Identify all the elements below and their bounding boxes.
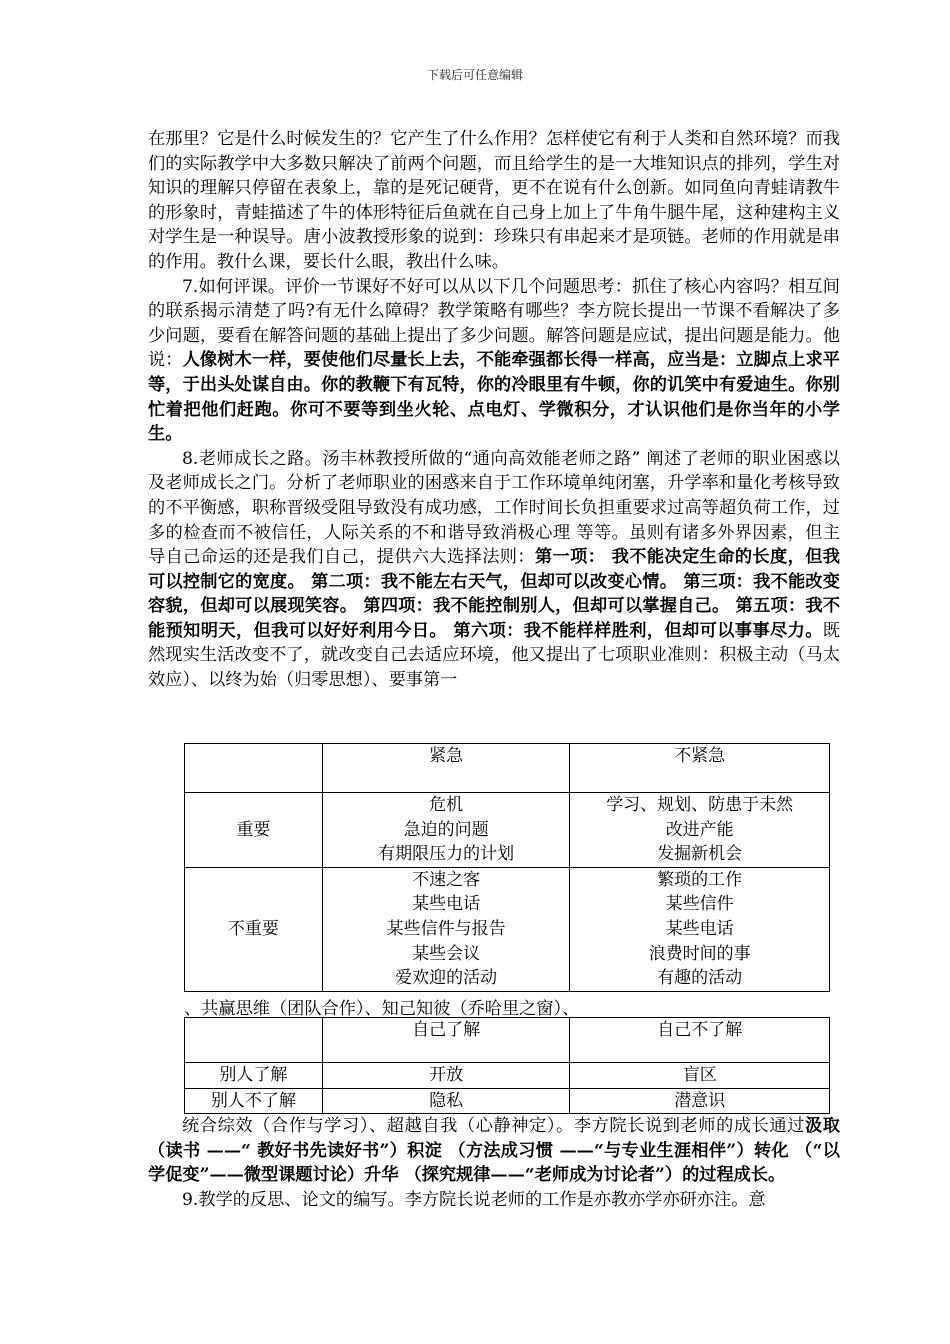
matrix-cell-item: 学习、规划、防患于未然 bbox=[606, 795, 794, 815]
matrix-cell-item: 某些信件 bbox=[665, 894, 734, 915]
johari-row-label: 别人不了解 bbox=[185, 1088, 323, 1114]
time-management-matrix bbox=[184, 743, 830, 992]
johari-cell: 潜意识 bbox=[570, 1088, 830, 1114]
matrix-cell-item: 某些电话 bbox=[665, 918, 734, 939]
matrix-row-label: 不重要 bbox=[185, 867, 323, 991]
para8-bold-text: 第一项： 我不能决定生命的长度，但我可以控制它的宽度。 第二项：我不能左右天气，但却可以改变心情。 第三项：我不能改变容貌，但却可以展现笑容。 第四项：我不能控制别人，但却可以掌握自己。 第五项：我不能预知明天，但我可以好好利用今日。 第六项：我不能样样胜利，但却可以事事尽力。 bbox=[148, 547, 840, 641]
matrix-cell bbox=[570, 793, 830, 868]
matrix-cell-item: 有期限压力的计划 bbox=[378, 844, 515, 865]
matrix-cell-item: 某些信件与报告 bbox=[386, 918, 506, 939]
johari-cell: 隐私 bbox=[322, 1088, 570, 1114]
matrix-cell-item: 浪费时间的事 bbox=[648, 943, 751, 964]
matrix-header-empty bbox=[185, 744, 323, 793]
johari-row-label: 别人了解 bbox=[185, 1063, 323, 1089]
page-header: 下载后可任意编辑 bbox=[426, 68, 523, 82]
matrix-cell-item: 危机 bbox=[429, 795, 464, 815]
matrix-cell bbox=[322, 867, 570, 991]
paragraph-8 bbox=[148, 447, 840, 693]
after-text: 统合综效（合作与学习）、超越自我（心静神定）。李方院长说到老师的成长通过 bbox=[182, 1116, 806, 1136]
johari-cell: 开放 bbox=[322, 1063, 570, 1089]
matrix-cell-item: 有趣的活动 bbox=[657, 968, 743, 989]
matrix-row-label: 重要 bbox=[185, 793, 323, 868]
matrix-header-urgent: 紧急 bbox=[322, 744, 570, 793]
main-content bbox=[148, 127, 840, 693]
matrix-cell-item: 不速之客 bbox=[412, 869, 481, 890]
johari-header-self-known: 自己了解 bbox=[322, 1018, 570, 1063]
matrix-cell-item: 改进产能 bbox=[665, 819, 734, 840]
para8-text-2: 既然现实生活改变不了，就改变自己去适应环境，他又提出了七项职业准则：积极主动（马太效应）、以终为始（归零思想）、要事第一 bbox=[148, 620, 840, 691]
main-content-lower bbox=[148, 1114, 840, 1212]
matrix-cell bbox=[570, 867, 830, 991]
after-bold-text: 汲取 （读书 ——“ 教好书先读好书”）积淀 （方法成习惯 ——“与专业生涯相伴”）转化 （“以学促变”——微型课题讨论）升华 （探究规律——“老师成为讨论者”）的过程成长。 bbox=[148, 1116, 840, 1186]
johari-header-self-unknown: 自己不了解 bbox=[570, 1018, 830, 1063]
johari-cell: 盲区 bbox=[570, 1063, 830, 1089]
paragraph-7 bbox=[148, 275, 840, 447]
para7-bold-text: 人像树木一样，要使他们尽量长上去，不能牵强都长得一样高，应当是：立脚点上求平等，于出头处谋自由。你的教鞭下有瓦特，你的冷眼里有牛顿，你的讥笑中有爱迪生。你别忙着把他们赶跑。你可不要等到坐火轮、点电灯、学微积分，才认识他们是你当年的小学生。 bbox=[148, 350, 840, 445]
matrix-cell bbox=[322, 793, 570, 868]
matrix-cell-item: 急迫的问题 bbox=[403, 819, 489, 840]
matrix-cell-item: 繁琐的工作 bbox=[657, 869, 743, 890]
para7-text: 7.如何评课。评价一节课好不好可以从以下几个问题思考：抓住了核心内容吗？相互间的联系揭示清楚了吗?有无什么障碍？教学策略有哪些？李方院长提出一节课不看解决了多少问题，要看在解答问题的基础上提出了多少问题。解答问题是应试，提出问题是能力。他说： bbox=[148, 276, 840, 371]
matrix-cell-item: 发掘新机会 bbox=[657, 844, 743, 865]
paragraph-9: 9.教学的反思、论文的编写。李方院长说老师的工作是亦教亦学亦研亦注。意 bbox=[182, 1189, 766, 1210]
matrix-header-not-urgent: 不紧急 bbox=[570, 744, 830, 793]
matrix-cell-item: 爱欢迎的活动 bbox=[395, 968, 498, 989]
johari-header-empty bbox=[185, 1018, 323, 1063]
text-after-matrix: 、共赢思维（团队合作）、知己知彼（乔哈里之窗）、 bbox=[184, 999, 580, 1019]
paragraph-continued: 在那里？它是什么时候发生的？它产生了什么作用？怎样使它有利于人类和自然环境？而我们的实际教学中大多数只解决了前两个问题，而且给学生的是一大堆知识点的排列，学生对知识的理解只停留在表象上，靠的是死记硬背，更不在说有什么创新。如同鱼向青蛙请教牛的形象时，青蛙描述了牛的体形特征后鱼就在自己身上加上了牛角牛腿牛尾，这种建构主义对学生是一种误导。唐小波教授形象的说到：珍珠只有串起来才是项链。老师的作用就是串的作用。教什么课，要长什么眼，教出什么味。 bbox=[148, 129, 840, 272]
paragraph-after-tables bbox=[148, 1114, 840, 1188]
johari-window-table bbox=[184, 1017, 830, 1114]
para8-text: 8.老师成长之路。汤丰林教授所做的“通向高效能老师之路” 阐述了老师的职业困惑以及老师成长之门。分析了老师职业的困惑来自于工作环境单纯闭塞，升学率和量化考核导致的不平衡感，职称晋级受阻导致没有成功感，工作时间长负担重要求过高等超负荷工作，过多的检查而不被信任，人际关系的不和谐导致消极心理 等等。虽则有诸多外界因素，但主导自己命运的还是我们自己，提供六大选择法则： bbox=[148, 448, 840, 568]
matrix-cell-item: 某些会议 bbox=[412, 943, 481, 964]
matrix-cell-item: 某些电话 bbox=[412, 894, 481, 915]
